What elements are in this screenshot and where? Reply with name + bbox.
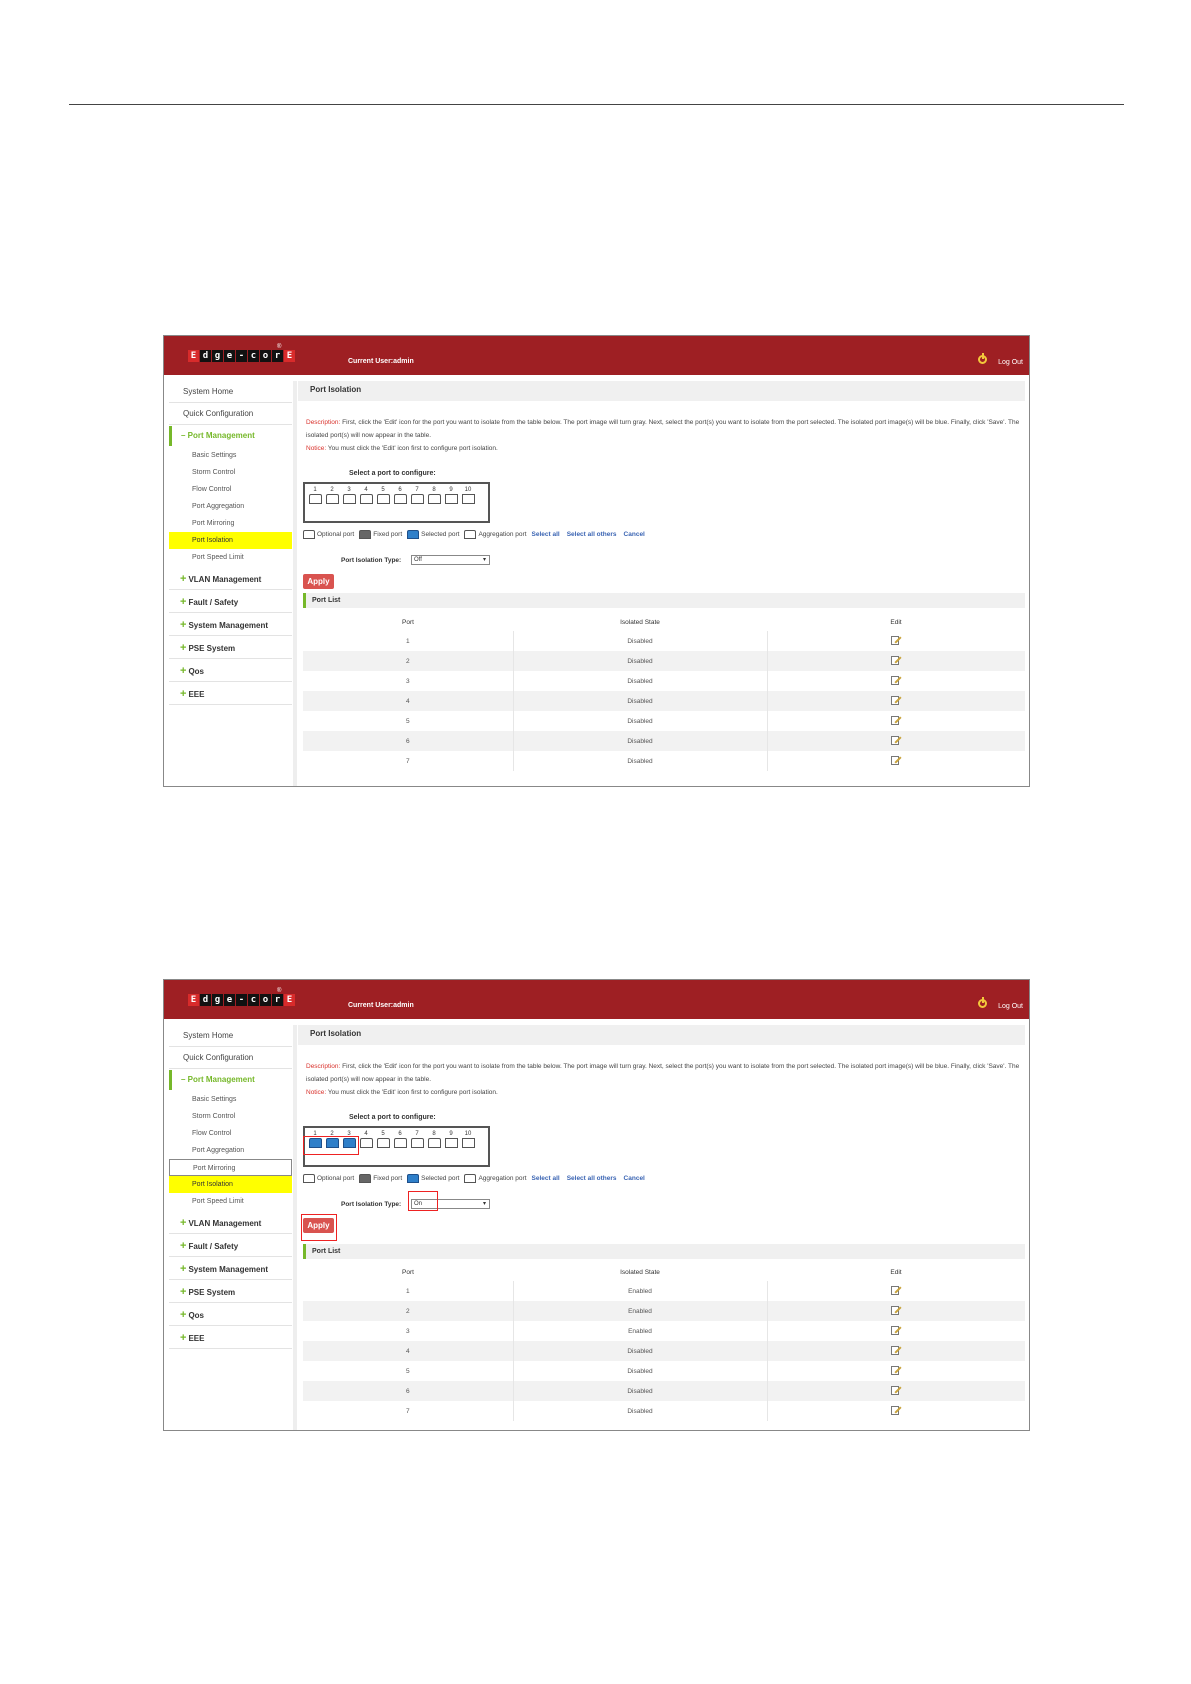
- port-cell: 2: [303, 1301, 513, 1321]
- table-row: [303, 691, 1025, 711]
- port-number: 3: [347, 487, 351, 493]
- logo-letter: c: [248, 350, 259, 362]
- state-cell: Disabled: [513, 1381, 767, 1401]
- port-cell: 2: [303, 651, 513, 671]
- port-4[interactable]: [358, 487, 374, 504]
- current-user: Current User:admin: [348, 1002, 414, 1009]
- edit-cell: [767, 671, 1025, 691]
- edit-icon[interactable]: [891, 1325, 901, 1335]
- sidebar-group-label: EEE: [188, 1334, 205, 1343]
- port-number: 4: [364, 487, 368, 493]
- table-row: [303, 1281, 1025, 1301]
- edit-cell: [767, 1361, 1025, 1381]
- sidebar-group-label: Qos: [188, 667, 204, 676]
- port-8[interactable]: [426, 487, 442, 504]
- edit-icon[interactable]: [891, 1345, 901, 1355]
- sidebar-sub-storm-control[interactable]: Storm Control: [192, 1113, 236, 1120]
- port-5[interactable]: [375, 1131, 391, 1148]
- edit-icon[interactable]: [891, 655, 901, 665]
- sidebar-group-label: Fault / Safety: [188, 598, 239, 607]
- sidebar-group-eee[interactable]: [169, 1327, 292, 1349]
- legend-label: Aggregation port: [478, 1175, 527, 1182]
- ethernet-port-icon: [411, 494, 424, 504]
- notice-text: You must click the 'Edit' icon first to configure port isolation.: [326, 445, 498, 452]
- port-number: 8: [432, 487, 436, 493]
- port-list-header: Port List: [303, 1244, 1025, 1259]
- table-row: [303, 1341, 1025, 1361]
- notice-text: You must click the 'Edit' icon first to configure port isolation.: [326, 1089, 498, 1096]
- state-cell: Disabled: [513, 651, 767, 671]
- logo-letter: e: [224, 994, 235, 1006]
- sidebar-sub-port-mirroring[interactable]: Port Mirroring: [192, 520, 235, 527]
- plus-icon: +: [180, 1309, 187, 1321]
- edit-cell: [767, 1401, 1025, 1421]
- port-9[interactable]: [443, 1131, 459, 1148]
- sidebar-group-label: VLAN Management: [188, 1219, 262, 1228]
- logout-link[interactable]: Log Out: [998, 1003, 1023, 1010]
- port-number: 1: [313, 487, 317, 493]
- edit-icon[interactable]: [891, 695, 901, 705]
- sidebar-sub-port-speed-limit[interactable]: Port Speed Limit: [192, 1198, 244, 1205]
- port-legend: [303, 1174, 652, 1183]
- page-title: Port Isolation: [298, 1025, 1025, 1045]
- sidebar-group-label: VLAN Management: [188, 575, 262, 584]
- port-cell: 6: [303, 1381, 513, 1401]
- edit-cell: [767, 651, 1025, 671]
- logout-link[interactable]: Log Out: [998, 359, 1023, 366]
- state-cell: Disabled: [513, 691, 767, 711]
- logo-letter: o: [260, 994, 271, 1006]
- port-number: 9: [449, 1131, 453, 1137]
- plus-icon: +: [180, 1263, 187, 1275]
- state-cell: Disabled: [513, 1361, 767, 1381]
- main-content: [298, 381, 1025, 786]
- sidebar-group-pse-system[interactable]: [169, 1281, 292, 1303]
- edit-icon[interactable]: [891, 715, 901, 725]
- sidebar-sub-port-isolation[interactable]: Port Isolation: [169, 1176, 292, 1193]
- logo-letter: c: [248, 994, 259, 1006]
- port-number: 7: [415, 1131, 419, 1137]
- select-port-label: Select a port to configure:: [349, 1114, 436, 1121]
- port-1[interactable]: [307, 487, 323, 504]
- logo-letter: r: [272, 350, 283, 362]
- plus-icon: +: [180, 665, 187, 677]
- chevron-down-icon: ▾: [482, 557, 486, 563]
- plus-icon: +: [180, 1286, 187, 1298]
- selected-port-icon: [407, 1174, 419, 1183]
- logo-letter: E: [284, 994, 295, 1006]
- sfp-port-icon: [445, 1138, 458, 1148]
- port-6[interactable]: [392, 1131, 408, 1148]
- sidebar-sub-basic-settings[interactable]: Basic Settings: [192, 452, 237, 459]
- ethernet-port-icon: [394, 494, 407, 504]
- ethernet-port-icon: [428, 494, 441, 504]
- edit-cell: [767, 1381, 1025, 1401]
- port-5[interactable]: [375, 487, 391, 504]
- port-number: 5: [381, 487, 385, 493]
- top-header: [164, 336, 1029, 375]
- port-3[interactable]: [341, 487, 357, 504]
- port-number: 10: [464, 487, 472, 493]
- port-number: 9: [449, 487, 453, 493]
- legend-label: Selected port: [421, 531, 460, 538]
- port-4[interactable]: [358, 1131, 374, 1148]
- description-block: [306, 416, 1024, 455]
- notice-label: Notice:: [306, 445, 327, 452]
- sidebar: [169, 381, 292, 786]
- brand-logo: [188, 994, 295, 1006]
- power-icon[interactable]: [978, 999, 987, 1008]
- port-cell: 1: [303, 631, 513, 651]
- sidebar-group-label: Fault / Safety: [188, 1242, 239, 1251]
- table-header-row: [303, 613, 1025, 631]
- edit-icon[interactable]: [891, 635, 901, 645]
- sidebar-group-vlan-management[interactable]: [169, 1212, 292, 1234]
- port-number: 6: [398, 1131, 402, 1137]
- plus-icon: +: [180, 573, 187, 585]
- port-number: 4: [364, 1131, 368, 1137]
- description-label: Description:: [306, 1063, 341, 1070]
- optional-port-icon: [303, 530, 315, 539]
- apply-button[interactable]: Apply: [303, 574, 334, 589]
- ethernet-port-icon: [326, 494, 339, 504]
- sidebar-group-system-management[interactable]: [169, 1258, 292, 1280]
- description-block: [306, 1060, 1024, 1099]
- isolation-type-select[interactable]: [411, 555, 490, 565]
- port-10[interactable]: [460, 1131, 476, 1148]
- port-number: 8: [432, 1131, 436, 1137]
- sidebar-item-label: Port Management: [187, 431, 255, 440]
- state-cell: Disabled: [513, 1341, 767, 1361]
- legend-label: Optional port: [317, 1175, 355, 1182]
- main-content: [298, 1025, 1025, 1430]
- edit-icon[interactable]: [891, 1305, 901, 1315]
- port-number: 7: [415, 487, 419, 493]
- plus-icon: +: [180, 1240, 187, 1252]
- port-cell: 7: [303, 1401, 513, 1421]
- port-2[interactable]: [324, 487, 340, 504]
- port-cell: 5: [303, 1361, 513, 1381]
- state-cell: Disabled: [513, 731, 767, 751]
- port-cell: 4: [303, 691, 513, 711]
- state-cell: Enabled: [513, 1321, 767, 1341]
- apply-button[interactable]: Apply: [303, 1218, 334, 1233]
- table-header-row: [303, 1263, 1025, 1281]
- screenshot-port-isolation-off: [163, 335, 1030, 787]
- legend-label: Fixed port: [373, 531, 403, 538]
- page-title: Port Isolation: [298, 381, 1025, 401]
- description-label: Description:: [306, 419, 341, 426]
- legend-label: Optional port: [317, 531, 355, 538]
- port-number: 2: [330, 1131, 334, 1137]
- table-row: [303, 751, 1025, 771]
- sidebar-sub-port-aggregation[interactable]: Port Aggregation: [192, 503, 245, 510]
- ethernet-port-icon: [411, 1138, 424, 1148]
- sidebar-group-qos[interactable]: [169, 660, 292, 682]
- sidebar-sub-basic-settings[interactable]: Basic Settings: [192, 1096, 237, 1103]
- logo-registered-mark: ®: [277, 988, 282, 994]
- sidebar-item-label: Port Management: [187, 1075, 255, 1084]
- current-user: Current User:admin: [348, 358, 414, 365]
- plus-icon: +: [180, 642, 187, 654]
- cancel-link[interactable]: Cancel: [623, 1175, 645, 1182]
- brand-logo: [188, 350, 295, 362]
- port-9[interactable]: [443, 487, 459, 504]
- port-cell: 3: [303, 671, 513, 691]
- sidebar-item-system-home[interactable]: System Home: [169, 381, 292, 403]
- logo-letter: g: [212, 994, 223, 1006]
- ethernet-port-icon: [309, 494, 322, 504]
- logo-letter: g: [212, 350, 223, 362]
- isolation-type-label: Port Isolation Type:: [341, 1201, 402, 1208]
- logo-letter: -: [236, 994, 247, 1006]
- sidebar-group-label: PSE System: [188, 644, 236, 653]
- plus-icon: +: [180, 1217, 187, 1229]
- select-port-label: Select a port to configure:: [349, 470, 436, 477]
- edit-cell: [767, 1281, 1025, 1301]
- sidebar-item-port-management[interactable]: – Port Management: [169, 426, 292, 446]
- logo-letter: E: [284, 350, 295, 362]
- column-header: Port: [303, 613, 513, 631]
- edit-cell: [767, 691, 1025, 711]
- sidebar-item-system-home[interactable]: System Home: [169, 1025, 292, 1047]
- edit-icon[interactable]: [891, 1405, 901, 1415]
- edit-icon[interactable]: [891, 1285, 901, 1295]
- table-row: [303, 1361, 1025, 1381]
- sidebar-group-label: System Management: [188, 621, 269, 630]
- sidebar-group-fault-safety[interactable]: [169, 591, 292, 613]
- sidebar-sub-flow-control[interactable]: Flow Control: [192, 486, 232, 493]
- highlight-selected-ports: [303, 1136, 359, 1155]
- sidebar-sub-port-speed-limit[interactable]: Port Speed Limit: [192, 554, 244, 561]
- sidebar-group-label: Qos: [188, 1311, 204, 1320]
- port-7[interactable]: [409, 1131, 425, 1148]
- edit-icon[interactable]: [891, 675, 901, 685]
- state-cell: Enabled: [513, 1301, 767, 1321]
- ethernet-port-icon: [377, 1138, 390, 1148]
- port-cell: 3: [303, 1321, 513, 1341]
- logo-letter: o: [260, 350, 271, 362]
- column-header: Isolated State: [513, 613, 767, 631]
- logo-letter: -: [236, 350, 247, 362]
- sidebar-sub-flow-control[interactable]: Flow Control: [192, 1130, 232, 1137]
- port-cell: 5: [303, 711, 513, 731]
- table-row: [303, 651, 1025, 671]
- edit-cell: [767, 731, 1025, 751]
- logo-letter: e: [224, 350, 235, 362]
- sidebar-sub-port-aggregation[interactable]: Port Aggregation: [192, 1147, 245, 1154]
- port-number: 10: [464, 1131, 472, 1137]
- sidebar-group-eee[interactable]: [169, 683, 292, 705]
- table-row: [303, 1381, 1025, 1401]
- column-header: Isolated State: [513, 1263, 767, 1281]
- port-7[interactable]: [409, 487, 425, 504]
- fixed-port-icon: [359, 530, 371, 539]
- port-cell: 7: [303, 751, 513, 771]
- aggregation-port-icon: [464, 530, 476, 539]
- state-cell: Disabled: [513, 671, 767, 691]
- sidebar-group-system-management[interactable]: [169, 614, 292, 636]
- state-cell: Disabled: [513, 711, 767, 731]
- port-number: 6: [398, 487, 402, 493]
- sidebar-group-vlan-management[interactable]: [169, 568, 292, 590]
- highlight-isolation-type: [408, 1191, 438, 1211]
- plus-icon: +: [180, 688, 187, 700]
- select-value: On: [414, 1201, 423, 1207]
- aggregation-port-icon: [464, 1174, 476, 1183]
- sfp-port-icon: [445, 494, 458, 504]
- state-cell: Disabled: [513, 1401, 767, 1421]
- selected-port-icon: [407, 530, 419, 539]
- description-text: First, click the 'Edit' icon for the port you want to isolate from the table below. The port image will turn gray. Next, select the port(s) you want to isolate from the port selected. The isolated port image(s) will be blue. Finally, click 'Save'. The isolated port(s) will now appear in the table.: [306, 1063, 1020, 1083]
- port-table: [303, 613, 1025, 771]
- edit-icon[interactable]: [891, 1385, 901, 1395]
- ethernet-port-icon: [428, 1138, 441, 1148]
- state-cell: Enabled: [513, 1281, 767, 1301]
- sidebar-sub-port-mirroring[interactable]: Port Mirroring: [169, 1159, 292, 1176]
- ethernet-port-icon: [377, 494, 390, 504]
- sidebar-divider: [293, 381, 297, 786]
- edit-cell: [767, 711, 1025, 731]
- logo-letter: E: [188, 350, 199, 362]
- state-cell: Disabled: [513, 631, 767, 651]
- edit-cell: [767, 751, 1025, 771]
- sidebar-item-quick-configuration[interactable]: Quick Configuration: [169, 1047, 292, 1069]
- table-row: [303, 671, 1025, 691]
- table-row: [303, 731, 1025, 751]
- screenshot-port-isolation-on: [163, 979, 1030, 1431]
- optional-port-icon: [303, 1174, 315, 1183]
- sidebar: [169, 1025, 292, 1430]
- isolation-type-label: Port Isolation Type:: [341, 557, 402, 564]
- port-list-header: Port List: [303, 593, 1025, 608]
- edit-cell: [767, 631, 1025, 651]
- logo-letter: d: [200, 994, 211, 1006]
- select-value: Off: [414, 557, 422, 563]
- edit-cell: [767, 1341, 1025, 1361]
- select-all-others-link[interactable]: Select all others: [566, 1175, 617, 1182]
- logo-letter: E: [188, 994, 199, 1006]
- edit-icon[interactable]: [891, 735, 901, 745]
- ethernet-port-icon: [360, 1138, 373, 1148]
- logo-registered-mark: ®: [277, 344, 282, 350]
- port-10[interactable]: [460, 487, 476, 504]
- port-number: 2: [330, 487, 334, 493]
- port-cell: 1: [303, 1281, 513, 1301]
- sidebar-item-quick-configuration[interactable]: Quick Configuration: [169, 403, 292, 425]
- plus-icon: +: [180, 619, 187, 631]
- highlight-apply: [301, 1214, 337, 1241]
- table-row: [303, 1301, 1025, 1321]
- sidebar-divider: [293, 1025, 297, 1430]
- cancel-link[interactable]: Cancel: [623, 531, 645, 538]
- edit-icon[interactable]: [891, 755, 901, 765]
- port-table: [303, 1263, 1025, 1421]
- sidebar-group-label: PSE System: [188, 1288, 236, 1297]
- table-row: [303, 711, 1025, 731]
- legend-label: Fixed port: [373, 1175, 403, 1182]
- edit-cell: [767, 1301, 1025, 1321]
- column-header: Edit: [767, 1263, 1025, 1281]
- port-8[interactable]: [426, 1131, 442, 1148]
- port-panel: [303, 482, 490, 523]
- ethernet-port-icon: [343, 494, 356, 504]
- legend-label: Aggregation port: [478, 531, 527, 538]
- sidebar-item-port-management[interactable]: – Port Management: [169, 1070, 292, 1090]
- table-row: [303, 631, 1025, 651]
- select-all-link[interactable]: Select all: [531, 531, 560, 538]
- sidebar-group-fault-safety[interactable]: [169, 1235, 292, 1257]
- sidebar-group-label: EEE: [188, 690, 205, 699]
- chevron-down-icon: ▾: [482, 1201, 486, 1207]
- edit-icon[interactable]: [891, 1365, 901, 1375]
- plus-icon: +: [180, 596, 187, 608]
- column-header: Edit: [767, 613, 1025, 631]
- select-all-link[interactable]: Select all: [531, 1175, 560, 1182]
- power-icon[interactable]: [978, 355, 987, 364]
- column-header: Port: [303, 1263, 513, 1281]
- table-row: [303, 1321, 1025, 1341]
- sidebar-sub-port-isolation[interactable]: Port Isolation: [169, 532, 292, 549]
- legend-label: Selected port: [421, 1175, 460, 1182]
- sfp-port-icon: [462, 1138, 475, 1148]
- port-cell: 6: [303, 731, 513, 751]
- ethernet-port-icon: [394, 1138, 407, 1148]
- port-legend: [303, 530, 652, 539]
- port-number: 3: [347, 1131, 351, 1137]
- sidebar-sub-storm-control[interactable]: Storm Control: [192, 469, 236, 476]
- logo-letter: r: [272, 994, 283, 1006]
- sidebar-group-pse-system[interactable]: [169, 637, 292, 659]
- plus-icon: +: [180, 1332, 187, 1344]
- edit-cell: [767, 1321, 1025, 1341]
- ethernet-port-icon: [360, 494, 373, 504]
- page-rule: [69, 104, 1124, 105]
- logo-letter: d: [200, 350, 211, 362]
- notice-label: Notice:: [306, 1089, 327, 1096]
- port-number: 1: [313, 1131, 317, 1137]
- description-text: First, click the 'Edit' icon for the port you want to isolate from the table below. The port image will turn gray. Next, select the port(s) you want to isolate from the port selected. The isolated port image(s) will be blue. Finally, click 'Save'. The isolated port(s) will now appear in the table.: [306, 419, 1020, 439]
- sfp-port-icon: [462, 494, 475, 504]
- table-row: [303, 1401, 1025, 1421]
- sidebar-group-qos[interactable]: [169, 1304, 292, 1326]
- state-cell: Disabled: [513, 751, 767, 771]
- fixed-port-icon: [359, 1174, 371, 1183]
- sidebar-group-label: System Management: [188, 1265, 269, 1274]
- top-header: [164, 980, 1029, 1019]
- port-number: 5: [381, 1131, 385, 1137]
- port-6[interactable]: [392, 487, 408, 504]
- select-all-others-link[interactable]: Select all others: [566, 531, 617, 538]
- port-cell: 4: [303, 1341, 513, 1361]
